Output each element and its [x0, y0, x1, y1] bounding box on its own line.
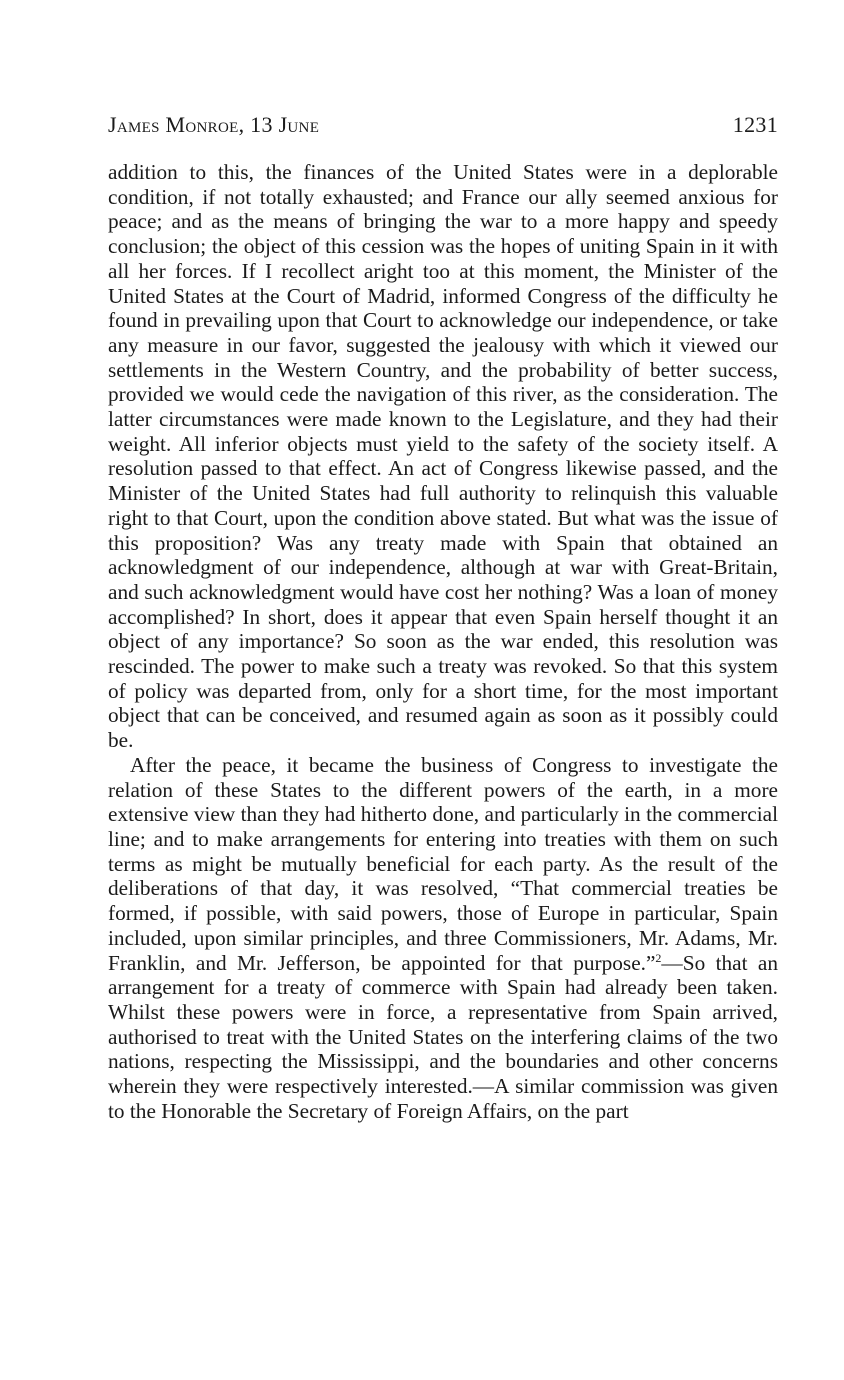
document-page	[108, 112, 778, 1123]
paragraph-after-the-peace	[108, 753, 778, 1124]
paragraph-continuation: addition to this, the finances of the United States were in a deplorable condition, if not totally exhausted; and France our ally seemed anxious for peace; and as the means of bringing the war to a more happy and speedy conclusion; the object of this cession was the hopes of uniting Spain in it with all her forces. If I recollect aright too at this moment, the Minister of the United States at the Court of Madrid, informed Congress of the difficulty he found in prevailing upon that Court to acknowledge our independence, or take any measure in our favor, suggested the jealousy with which it viewed our settlements in the Western Country, and the probability of better success, provided we would cede the navigation of this river, as the consideration. The latter circumstances were made known to the Legislature, and they had their weight. All inferior objects must yield to the safety of the society itself. A resolution passed to that effect. An act of Congress likewise passed, and the Minister of the United States had full authority to relinquish this valuable right to that Court, upon the condition above stated. But what was the issue of this proposition? Was any treaty made with Spain that obtained an acknowledgment of our independence, although at war with Great-Britain, and such acknowledgment would have cost her nothing? Was a loan of money accomplished? In short, does it appear that even Spain herself thought it an object of any importance? So soon as the war ended, this resolution was rescinded. The power to make such a treaty was revoked. So that this system of policy was departed from, only for a short time, for the most important object that can be conceived, and resumed again as soon as it possibly could be.	[108, 160, 778, 753]
page-number: 1231	[732, 112, 778, 137]
running-title: James Monroe, 13 June	[108, 112, 320, 137]
footnote-reference: 2	[655, 950, 662, 965]
body-text	[108, 160, 778, 1123]
paragraph-text-part-1: After the peace, it became the business of Congress to investigate the relation of these States to the different powers of the earth, in a more extensive view than they had hitherto done, and particularly in the commercial line; and to make arrangements for entering into treaties with them on such terms as might be mutually beneficial for each party. As the result of the deliberations of that day, it was resolved, “That commercial treaties be formed, if possible, with said powers, those of Europe in particular, Spain included, upon similar principles, and three Commissioners, Mr. Adams, Mr. Franklin, and Mr. Jefferson, be appointed for that purpose.”	[108, 752, 778, 975]
running-head	[108, 112, 778, 148]
paragraph-text-part-2: —So that an arrangement for a treaty of commerce with Spain had already been taken. Whilst these powers were in force, a representative from Spain arrived, authorised to treat with the United States on the interfering claims of the two nations, respecting the Mississippi, and the boundaries and other concerns wherein they were respectively interested.—A similar commission was given to the Honorable the Secretary of Foreign Affairs, on the part	[108, 950, 778, 1123]
